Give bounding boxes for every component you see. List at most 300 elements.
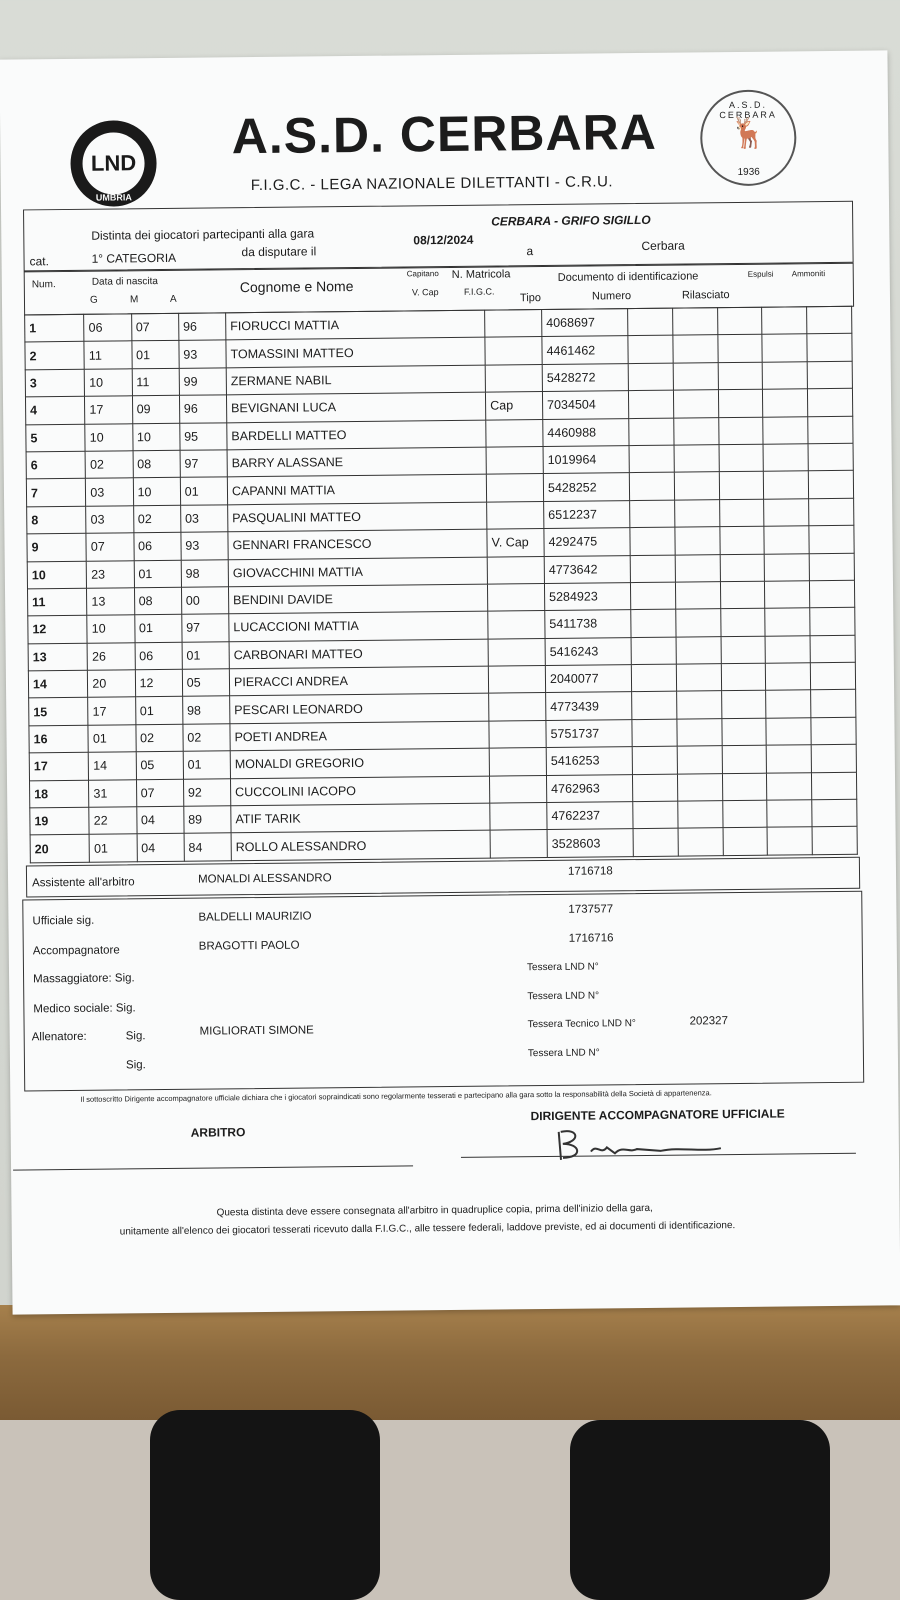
doc-rilasciato: [719, 526, 764, 554]
ammoniti: [811, 717, 856, 745]
doc-tipo: [628, 390, 673, 418]
birth-day: 07: [86, 533, 134, 561]
birth-day: 01: [89, 834, 137, 862]
player-number: 9: [27, 533, 87, 561]
dirigente-label: DIRIGENTE ACCOMPAGNATORE UFFICIALE: [530, 1106, 785, 1124]
doc-rilasciato: [723, 828, 768, 856]
player-name: POETI ANDREA: [230, 721, 489, 751]
massaggiatore-label: Massaggiatore: Sig.: [33, 972, 135, 986]
birth-day: 11: [84, 341, 132, 369]
espulsi: [763, 416, 808, 444]
ammoniti: [808, 416, 853, 444]
matricola: 4773439: [546, 692, 632, 720]
espulsi: [763, 444, 808, 472]
captain-mark: [485, 310, 542, 338]
player-number: 15: [29, 698, 89, 726]
birth-year: 00: [181, 587, 229, 615]
col-num: Num.: [31, 279, 56, 291]
accompagnatore-name: BRAGOTTI PAOLO: [198, 939, 300, 953]
captain-mark: [489, 720, 546, 748]
player-number: 14: [28, 670, 88, 698]
birth-month: 02: [133, 505, 181, 533]
ammoniti: [812, 799, 857, 827]
medico-label: Medico sociale: Sig.: [33, 1002, 136, 1016]
player-name: PESCARI LEONARDO: [230, 694, 489, 724]
birth-year: 93: [179, 340, 227, 368]
player-number: 2: [25, 342, 85, 370]
birth-year: 96: [179, 395, 227, 423]
player-name: LUCACCIONI MATTIA: [229, 611, 488, 641]
birth-day: 22: [89, 807, 137, 835]
doc-numero: [675, 527, 720, 555]
ammoniti: [808, 471, 853, 499]
col-m: M: [129, 294, 139, 306]
birth-month: 08: [133, 450, 181, 478]
ammoniti: [809, 498, 854, 526]
doc-numero: [674, 472, 719, 500]
doc-numero: [677, 746, 722, 774]
birth-month: 08: [134, 587, 182, 615]
doc-tipo: [631, 637, 676, 665]
col-name: Cognome e Nome: [239, 277, 354, 296]
doc-tipo: [630, 500, 675, 528]
matricola: 5411738: [545, 610, 631, 638]
col-rilasciato: Rilasciato: [681, 289, 730, 302]
disputare-label: da disputare il: [241, 244, 317, 260]
captain-mark: Cap: [486, 392, 543, 420]
arbitro-signature-line: [13, 1165, 413, 1170]
col-figc: F.I.G.C.: [463, 286, 495, 297]
doc-rilasciato: [722, 773, 767, 801]
espulsi: [765, 608, 810, 636]
ammoniti: [810, 662, 855, 690]
matricola: 4773642: [544, 555, 630, 583]
match-teams: CERBARA - GRIFO SIGILLO: [491, 212, 651, 229]
allenatore-sig: Sig.: [125, 1030, 146, 1043]
doc-numero: [673, 362, 718, 390]
doc-tipo: [630, 555, 675, 583]
matricola: 4460988: [543, 418, 629, 446]
birth-year: 01: [182, 641, 230, 669]
birth-year: 02: [183, 724, 231, 752]
birth-year: 92: [183, 778, 231, 806]
ammoniti: [810, 580, 855, 608]
person-leg-right: [570, 1420, 830, 1600]
doc-tipo: [632, 692, 677, 720]
player-name: FIORUCCI MATTIA: [226, 310, 485, 340]
birth-day: 26: [87, 642, 135, 670]
doc-rilasciato: [720, 581, 765, 609]
birth-month: 12: [135, 669, 183, 697]
captain-mark: [486, 419, 543, 447]
espulsi: [765, 581, 810, 609]
espulsi: [764, 471, 809, 499]
doc-rilasciato: [717, 307, 762, 335]
espulsi: [765, 553, 810, 581]
player-name: BARRY ALASSANE: [227, 447, 486, 477]
player-number: 20: [30, 835, 90, 863]
matricola: 5416243: [545, 637, 631, 665]
birth-day: 03: [86, 478, 134, 506]
captain-mark: V. Cap: [487, 529, 544, 557]
player-name: CAPANNI MATTIA: [227, 474, 486, 504]
player-name: ROLLO ALESSANDRO: [231, 831, 490, 861]
col-tipo: Tipo: [519, 292, 542, 305]
doc-rilasciato: [721, 636, 766, 664]
doc-numero: [674, 417, 719, 445]
player-number: 17: [29, 753, 89, 781]
col-numero: Numero: [591, 290, 632, 303]
captain-mark: [485, 337, 542, 365]
ammoniti: [810, 635, 855, 663]
distinta-label: Distinta dei giocatori partecipanti alla gara: [91, 226, 315, 243]
captain-mark: [486, 474, 543, 502]
ammoniti: [811, 745, 856, 773]
birth-year: 99: [179, 368, 227, 396]
espulsi: [766, 718, 811, 746]
club-title: A.S.D. CERBARA: [231, 103, 658, 165]
doc-tipo: [629, 472, 674, 500]
player-name: ATIF TARIK: [231, 803, 490, 833]
allenatore-name: MIGLIORATI SIMONE: [199, 1024, 314, 1038]
assistente-label: Assistente all'arbitro: [32, 876, 135, 890]
player-number: 19: [30, 807, 90, 835]
birth-month: 07: [131, 313, 179, 341]
birth-month: 02: [135, 724, 183, 752]
birth-year: 05: [182, 669, 230, 697]
captain-mark: [485, 364, 542, 392]
doc-rilasciato: [721, 691, 766, 719]
birth-year: 96: [178, 313, 226, 341]
matricola: 4762237: [547, 802, 633, 830]
accompagnatore-num: 1716716: [568, 932, 614, 945]
doc-numero: [678, 801, 723, 829]
doc-rilasciato: [721, 663, 766, 691]
club-crest: [700, 89, 797, 186]
birth-month: 10: [132, 423, 180, 451]
doc-rilasciato: [720, 608, 765, 636]
doc-tipo: [631, 609, 676, 637]
espulsi: [766, 663, 811, 691]
handwritten-signature: [551, 1122, 731, 1164]
player-name: TOMASSINI MATTEO: [226, 338, 485, 368]
birth-day: 03: [86, 506, 134, 534]
player-name: BENDINI DAVIDE: [228, 584, 487, 614]
col-ammoniti: Ammoniti: [791, 269, 826, 279]
doc-numero: [677, 719, 722, 747]
captain-mark: [489, 693, 546, 721]
birth-day: 31: [89, 779, 137, 807]
matricola: 5416253: [546, 747, 632, 775]
crest-year: 1936: [737, 166, 760, 178]
lnd-logo-region: UMBRIA: [95, 192, 132, 203]
birth-day: 23: [87, 560, 135, 588]
espulsi: [764, 498, 809, 526]
birth-month: 01: [134, 560, 182, 588]
player-number: 5: [26, 424, 86, 452]
ammoniti: [807, 306, 852, 334]
birth-day: 06: [84, 314, 132, 342]
staff-box: [22, 891, 864, 1092]
espulsi: [767, 827, 812, 855]
espulsi: [767, 772, 812, 800]
tessera-medico: Tessera LND N°: [527, 990, 600, 1003]
matricola: 1019964: [543, 446, 629, 474]
matricola: 2040077: [545, 665, 631, 693]
espulsi: [762, 334, 807, 362]
birth-month: 05: [136, 752, 184, 780]
match-date: 08/12/2024: [413, 232, 474, 248]
birth-day: 10: [87, 615, 135, 643]
matricola: 4762963: [546, 774, 632, 802]
matricola: 3528603: [547, 829, 633, 857]
espulsi: [763, 389, 808, 417]
matricola: 7034504: [542, 391, 628, 419]
doc-rilasciato: [721, 718, 766, 746]
player-number: 13: [28, 643, 88, 671]
federation-subtitle: F.I.G.C. - LEGA NAZIONALE DILETTANTI - C.R.U.: [250, 173, 614, 195]
birth-day: 01: [88, 725, 136, 753]
player-name: ZERMANE NABIL: [226, 365, 485, 395]
doc-rilasciato: [720, 554, 765, 582]
player-name: CUCCOLINI IACOPO: [230, 776, 489, 806]
doc-tipo: [629, 445, 674, 473]
wooden-table-edge: [0, 1305, 900, 1420]
col-a: A: [169, 293, 177, 305]
ammoniti: [812, 772, 857, 800]
player-name: GENNARI FRANCESCO: [228, 529, 487, 559]
doc-numero: [676, 609, 721, 637]
matricola: 5428272: [542, 363, 628, 391]
ammoniti: [807, 334, 852, 362]
birth-month: 10: [133, 478, 181, 506]
captain-mark: [488, 583, 545, 611]
birth-day: 10: [85, 423, 133, 451]
player-name: GIOVACCHINI MATTIA: [228, 557, 487, 587]
player-name: BEVIGNANI LUCA: [226, 392, 485, 422]
captain-mark: [487, 556, 544, 584]
ufficiale-name: BALDELLI MAURIZIO: [198, 910, 312, 924]
captain-mark: [489, 748, 546, 776]
doc-tipo: [630, 527, 675, 555]
doc-tipo: [632, 774, 677, 802]
player-number: 10: [27, 561, 87, 589]
doc-rilasciato: [719, 472, 764, 500]
matricola: 4461462: [542, 336, 628, 364]
matricola: 5751737: [546, 719, 632, 747]
category-value: 1° CATEGORIA: [91, 250, 177, 266]
a-label: a: [526, 244, 534, 259]
col-birth: Data di nascita: [91, 276, 158, 288]
col-capitano: Capitano: [406, 269, 439, 279]
doc-rilasciato: [722, 800, 767, 828]
birth-month: 01: [135, 697, 183, 725]
note-line-1: Questa distinta deve essere consegnata all'arbitro in quadruplice copia, prima dell'inizio della gara,: [216, 1202, 653, 1219]
doc-tipo: [628, 363, 673, 391]
birth-day: 02: [85, 451, 133, 479]
doc-numero: [673, 335, 718, 363]
ammoniti: [812, 827, 857, 855]
crest-text: A.S.D. CERBARA: [719, 99, 777, 121]
allenatore-label: Allenatore:: [31, 1030, 87, 1044]
match-place: Cerbara: [641, 238, 685, 253]
player-number: 1: [25, 314, 85, 342]
col-vcap: V. Cap: [411, 287, 439, 298]
birth-day: 13: [87, 588, 135, 616]
tessera-massaggiatore: Tessera LND N°: [526, 961, 599, 974]
birth-day: 10: [85, 369, 133, 397]
ufficiale-label: Ufficiale sig.: [32, 914, 95, 928]
doc-tipo: [628, 308, 673, 336]
player-number: 3: [25, 369, 85, 397]
doc-rilasciato: [722, 745, 767, 773]
cat-label: cat.: [29, 254, 49, 269]
doc-numero: [672, 308, 717, 336]
col-matricola: N. Matricola: [451, 268, 511, 281]
tessera-tecnico: Tessera Tecnico LND N°: [527, 1018, 636, 1031]
matricola: 6512237: [544, 500, 630, 528]
captain-mark: [486, 446, 543, 474]
captain-mark: [490, 830, 547, 858]
player-name: BARDELLI MATTEO: [227, 420, 486, 450]
doc-numero: [674, 445, 719, 473]
doc-numero: [676, 664, 721, 692]
doc-rilasciato: [719, 499, 764, 527]
doc-tipo: [630, 582, 675, 610]
birth-month: 01: [131, 341, 179, 369]
player-number: 12: [28, 616, 88, 644]
doc-rilasciato: [717, 335, 762, 363]
birth-day: 17: [85, 396, 133, 424]
doc-numero: [674, 499, 719, 527]
col-g: G: [89, 294, 98, 306]
birth-year: 84: [184, 833, 232, 861]
ammoniti: [807, 361, 852, 389]
note-line-2: unitamente all'elenco dei giocatori tesserati ricevuto dalla F.I.G.C., alle tessere federali, laddove previste, ed ai documenti di identificazione.: [119, 1220, 736, 1238]
tessera-extra: Tessera LND N°: [527, 1047, 600, 1060]
birth-day: 14: [89, 752, 137, 780]
birth-day: 20: [88, 670, 136, 698]
doc-rilasciato: [718, 417, 763, 445]
player-number: 4: [25, 396, 85, 424]
captain-mark: [490, 803, 547, 831]
player-number: 8: [27, 506, 87, 534]
captain-mark: [488, 611, 545, 639]
birth-year: 98: [181, 559, 229, 587]
birth-year: 01: [180, 477, 228, 505]
ammoniti: [808, 443, 853, 471]
birth-year: 93: [181, 532, 229, 560]
lnd-logo-text: LND: [82, 132, 145, 195]
matricola: 5428252: [543, 473, 629, 501]
birth-year: 89: [184, 806, 232, 834]
player-number: 11: [27, 588, 87, 616]
person-leg-left: [150, 1410, 380, 1600]
birth-year: 01: [183, 751, 231, 779]
birth-month: 07: [136, 779, 184, 807]
doc-numero: [675, 554, 720, 582]
doc-numero: [677, 773, 722, 801]
player-name: MONALDI GREGORIO: [230, 748, 489, 778]
tecnico-num: 202327: [689, 1015, 728, 1028]
espulsi: [766, 690, 811, 718]
birth-month: 04: [136, 806, 184, 834]
player-number: 16: [29, 725, 89, 753]
doc-numero: [675, 582, 720, 610]
player-number: 7: [26, 479, 86, 507]
birth-year: 03: [180, 505, 228, 533]
match-roster-sheet: [0, 50, 900, 1314]
matricola: 5284923: [544, 583, 630, 611]
extra-sig: Sig.: [125, 1059, 146, 1072]
birth-year: 95: [180, 422, 228, 450]
birth-month: 04: [137, 834, 185, 862]
doc-tipo: [632, 719, 677, 747]
player-name: CARBONARI MATTEO: [229, 639, 488, 669]
doc-rilasciato: [718, 389, 763, 417]
espulsi: [763, 362, 808, 390]
espulsi: [765, 635, 810, 663]
players-table: [24, 306, 858, 863]
doc-tipo: [628, 336, 673, 364]
doc-tipo: [633, 829, 678, 857]
birth-year: 97: [182, 614, 230, 642]
declaration-text: Il sottoscritto Dirigente accompagnatore ufficiale dichiara che i giocatori sopraindicati sono regolarmente tesserati e partecipano alla gara sotto la responsabilità della Società di appartenenza.: [80, 1088, 712, 1104]
player-name: PIERACCI ANDREA: [229, 666, 488, 696]
player-number: 6: [26, 451, 86, 479]
ammoniti: [810, 608, 855, 636]
deer-icon: 🦌: [729, 116, 768, 151]
arbitro-label: ARBITRO: [190, 1125, 246, 1140]
birth-day: 17: [88, 697, 136, 725]
espulsi: [762, 307, 807, 335]
espulsi: [764, 526, 809, 554]
ammoniti: [808, 388, 853, 416]
doc-numero: [676, 636, 721, 664]
ammoniti: [809, 525, 854, 553]
doc-tipo: [629, 418, 674, 446]
matricola: 4292475: [544, 528, 630, 556]
accompagnatore-label: Accompagnatore: [32, 944, 120, 958]
captain-mark: [488, 666, 545, 694]
doc-rilasciato: [719, 444, 764, 472]
captain-mark: [488, 638, 545, 666]
birth-year: 98: [182, 696, 230, 724]
doc-numero: [673, 390, 718, 418]
doc-tipo: [632, 746, 677, 774]
doc-numero: [678, 828, 723, 856]
birth-month: 11: [132, 368, 180, 396]
captain-mark: [490, 775, 547, 803]
doc-rilasciato: [718, 362, 763, 390]
ammoniti: [809, 553, 854, 581]
birth-month: 06: [133, 532, 181, 560]
doc-tipo: [633, 801, 678, 829]
birth-month: 01: [134, 615, 182, 643]
col-documento: Documento di identificazione: [557, 270, 699, 284]
espulsi: [767, 800, 812, 828]
col-espulsi: Espulsi: [747, 269, 774, 279]
birth-month: 06: [135, 642, 183, 670]
doc-tipo: [631, 664, 676, 692]
player-name: PASQUALINI MATTEO: [228, 502, 487, 532]
birth-month: 09: [132, 395, 180, 423]
assistente-num: 1716718: [567, 865, 613, 878]
matricola: 4068697: [542, 309, 628, 337]
captain-mark: [487, 501, 544, 529]
birth-year: 97: [180, 450, 228, 478]
ufficiale-num: 1737577: [568, 903, 614, 916]
